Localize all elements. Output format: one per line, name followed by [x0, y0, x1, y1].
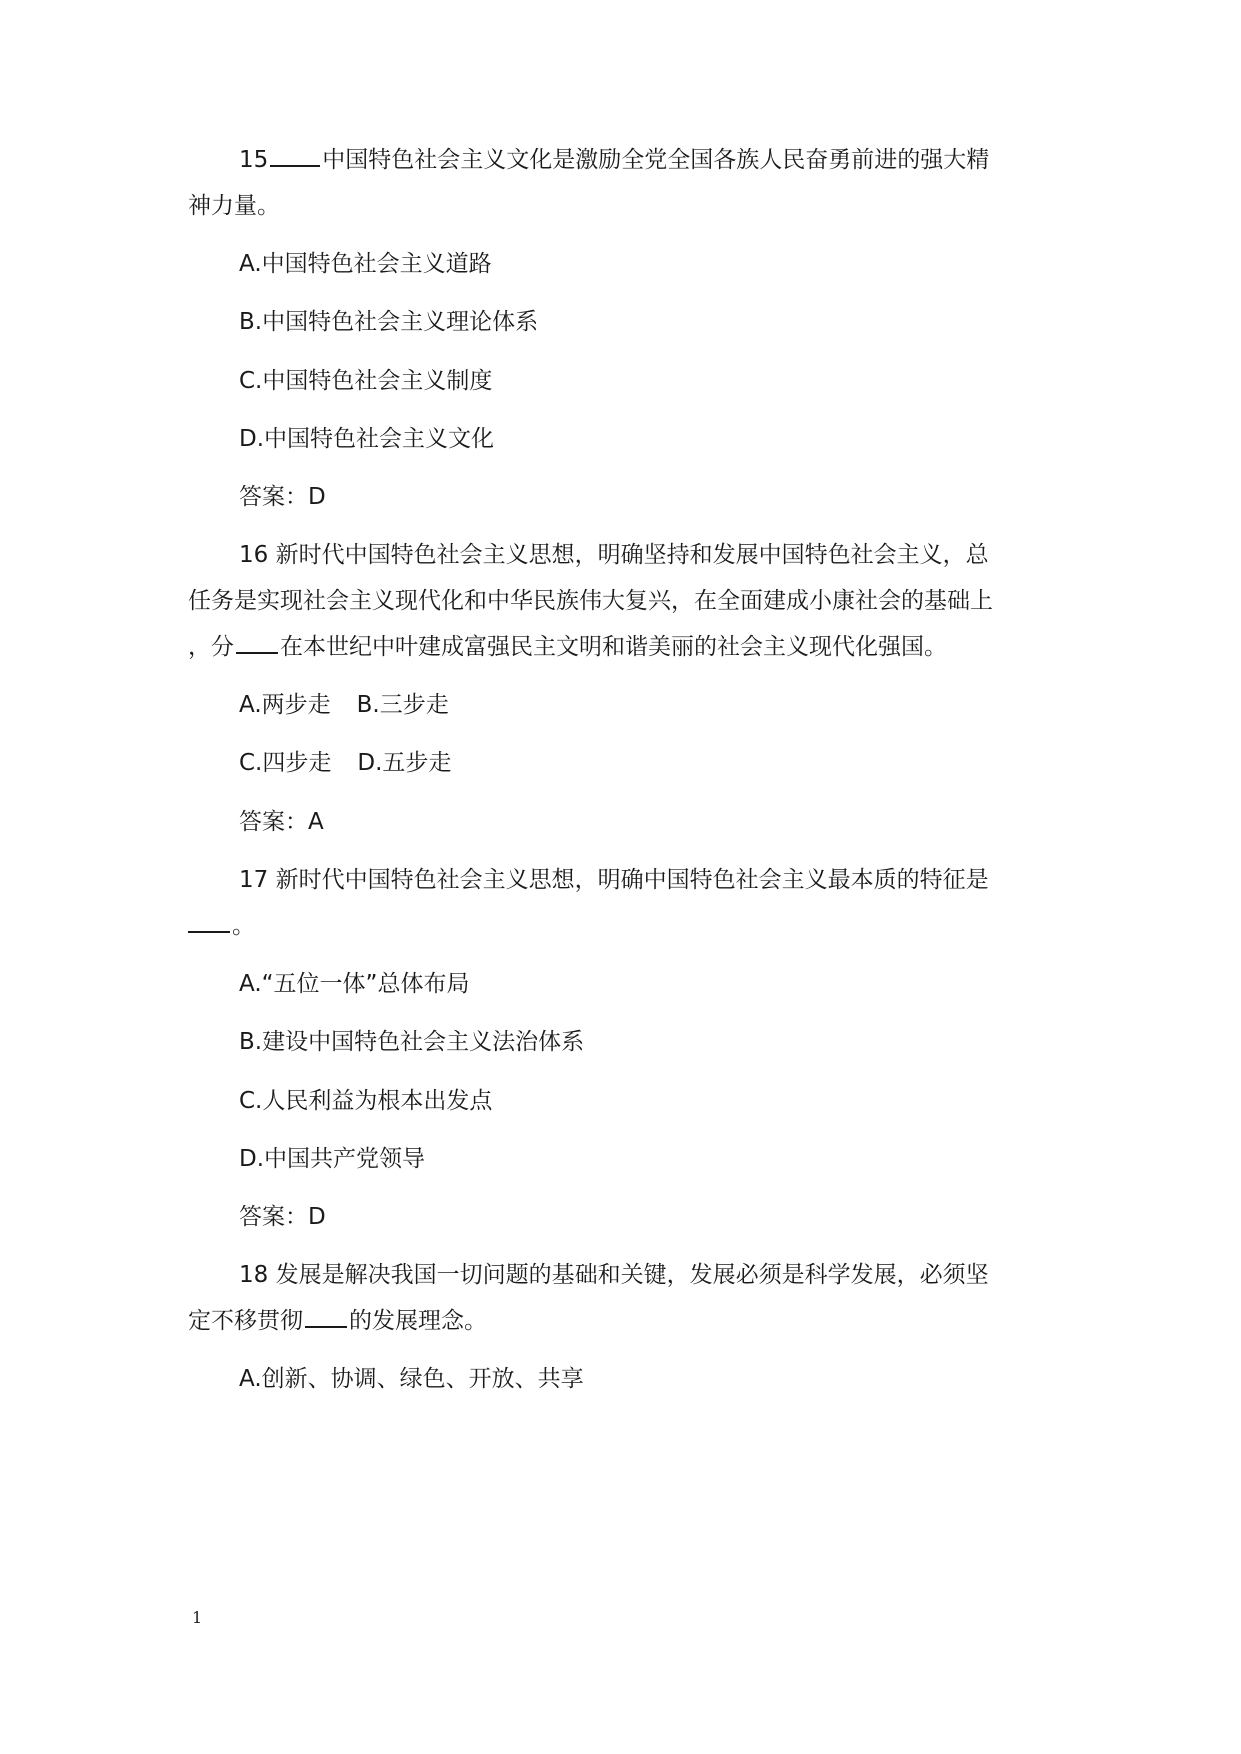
question-16-line-1: 16 新时代中国特色社会主义思想，明确坚持和发展中国特色社会主义，总 — [239, 542, 989, 568]
question-17-line-2-end: 。 — [232, 913, 255, 939]
question-15-line-1 — [239, 137, 1109, 183]
question-16-option-a: A.两步走 — [239, 692, 331, 718]
page-number: 1 — [192, 1608, 203, 1627]
question-15-answer: 答案：D — [239, 484, 326, 510]
question-17-option-b: B.建设中国特色社会主义法治体系 — [239, 1029, 585, 1055]
question-15-option-c: C.中国特色社会主义制度 — [239, 368, 493, 394]
fill-blank — [188, 911, 230, 933]
question-18-line-2 — [188, 1298, 1058, 1344]
question-15-text: 中国特色社会主义文化是激励全党全国各族人民奋勇前进的强大精 — [322, 147, 990, 173]
question-16-options-cd — [239, 740, 1109, 786]
question-15-option-a: A.中国特色社会主义道路 — [239, 251, 492, 277]
question-15-option-d: D.中国特色社会主义文化 — [239, 426, 495, 452]
question-15-line-2: 神力量。 — [188, 193, 280, 219]
fill-blank — [270, 145, 320, 167]
question-17-line-2 — [188, 903, 1058, 949]
question-16-line-3-start: ，分 — [188, 634, 234, 660]
question-16-option-c: C.四步走 — [239, 750, 332, 776]
question-16-answer: 答案：A — [239, 809, 324, 835]
question-15-number: 15 — [239, 147, 269, 173]
question-17-line-1: 17 新时代中国特色社会主义思想，明确中国特色社会主义最本质的特征是 — [239, 867, 989, 893]
question-16-line-2: 任务是实现社会主义现代化和中华民族伟大复兴，在全面建成小康社会的基础上 — [188, 588, 993, 614]
question-16-option-d: D.五步走 — [357, 750, 452, 776]
question-16-options-ab — [239, 682, 1109, 728]
question-17-option-a: A.“五位一体”总体布局 — [239, 971, 470, 997]
question-16-line-3-end: 在本世纪中叶建成富强民主文明和谐美丽的社会主义现代化强国。 — [280, 634, 947, 660]
question-16-option-b: B.三步走 — [356, 692, 449, 718]
question-16-line-3 — [188, 624, 1058, 670]
question-17-answer: 答案：D — [239, 1204, 326, 1230]
question-18-line-1: 18 发展是解决我国一切问题的基础和关键，发展必须是科学发展，必须坚 — [239, 1262, 989, 1288]
question-17-option-c: C.人民利益为根本出发点 — [239, 1088, 493, 1114]
fill-blank — [305, 1306, 347, 1328]
question-18-option-a: A.创新、协调、绿色、开放、共享 — [239, 1366, 584, 1392]
question-17-option-d: D.中国共产党领导 — [239, 1146, 426, 1172]
question-15-option-b: B.中国特色社会主义理论体系 — [239, 309, 539, 335]
fill-blank — [236, 632, 278, 654]
question-18-line-2-end: 的发展理念。 — [349, 1308, 487, 1334]
question-18-line-2-start: 定不移贯彻 — [188, 1308, 303, 1334]
